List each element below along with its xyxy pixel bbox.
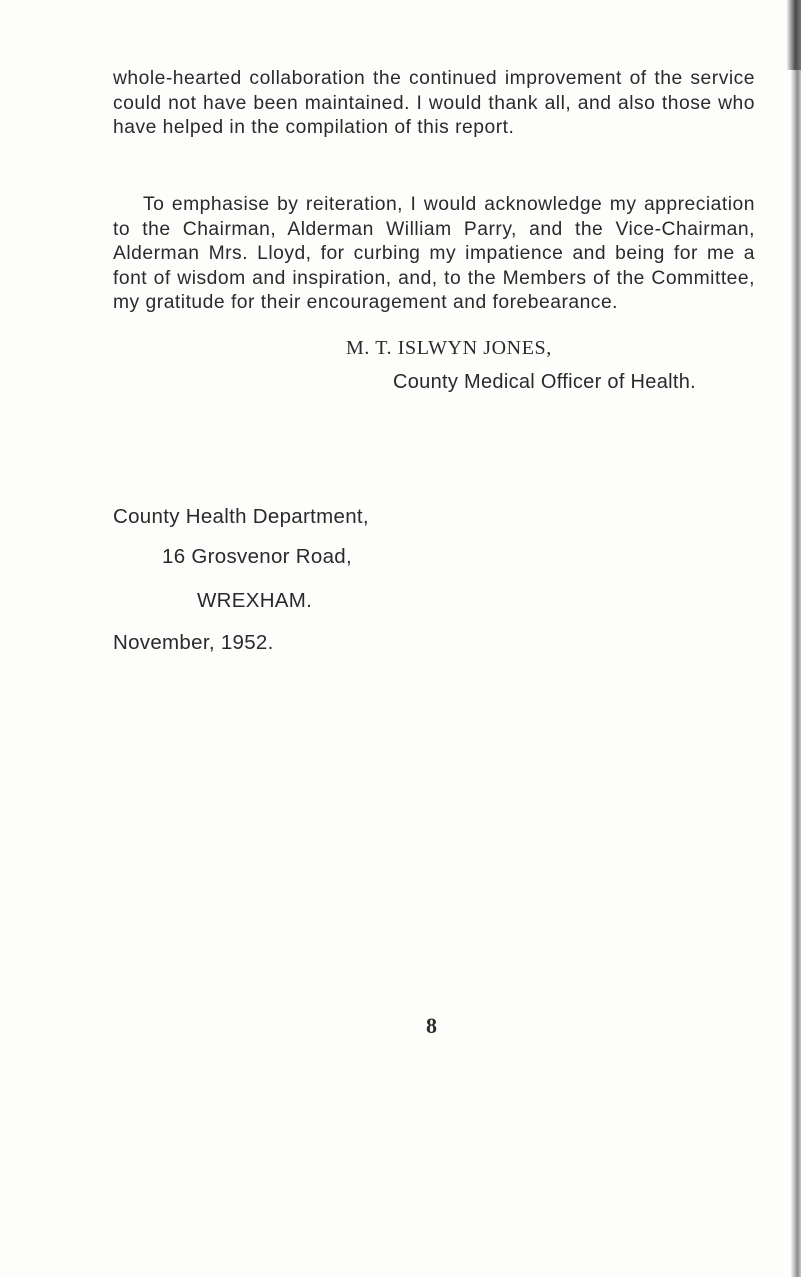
address-line-town: WREXHAM. bbox=[197, 589, 313, 612]
signatory-name: M. T. ISLWYN JONES, bbox=[346, 337, 552, 359]
address-line-street: 16 Grosvenor Road, bbox=[162, 545, 352, 568]
address-line-department: County Health Department, bbox=[113, 505, 369, 528]
page-number: 8 bbox=[426, 1013, 437, 1038]
document-date: November, 1952. bbox=[113, 631, 274, 654]
body-paragraph-1: whole-hearted collaboration the continued improvement of the service could not have been maintained. I would thank all, and also those who have helped in the compilation of this report. bbox=[113, 68, 755, 139]
signatory-title: County Medical Officer of Health. bbox=[393, 371, 696, 393]
page-edge-shadow bbox=[791, 0, 801, 1277]
body-paragraph-2: To emphasise by reiteration, I would acknowledge my appreciation to the Chairman, Alderman William Parry, and the Vice-Chairman, Alderman Mrs. Lloyd, for curbing my impatience and being for me a font of wisdom and inspiration, and, to the Members of the Committee, my gratitude for their encouragement and forebearance. bbox=[113, 194, 755, 314]
page-edge-dark-mark bbox=[787, 0, 801, 70]
